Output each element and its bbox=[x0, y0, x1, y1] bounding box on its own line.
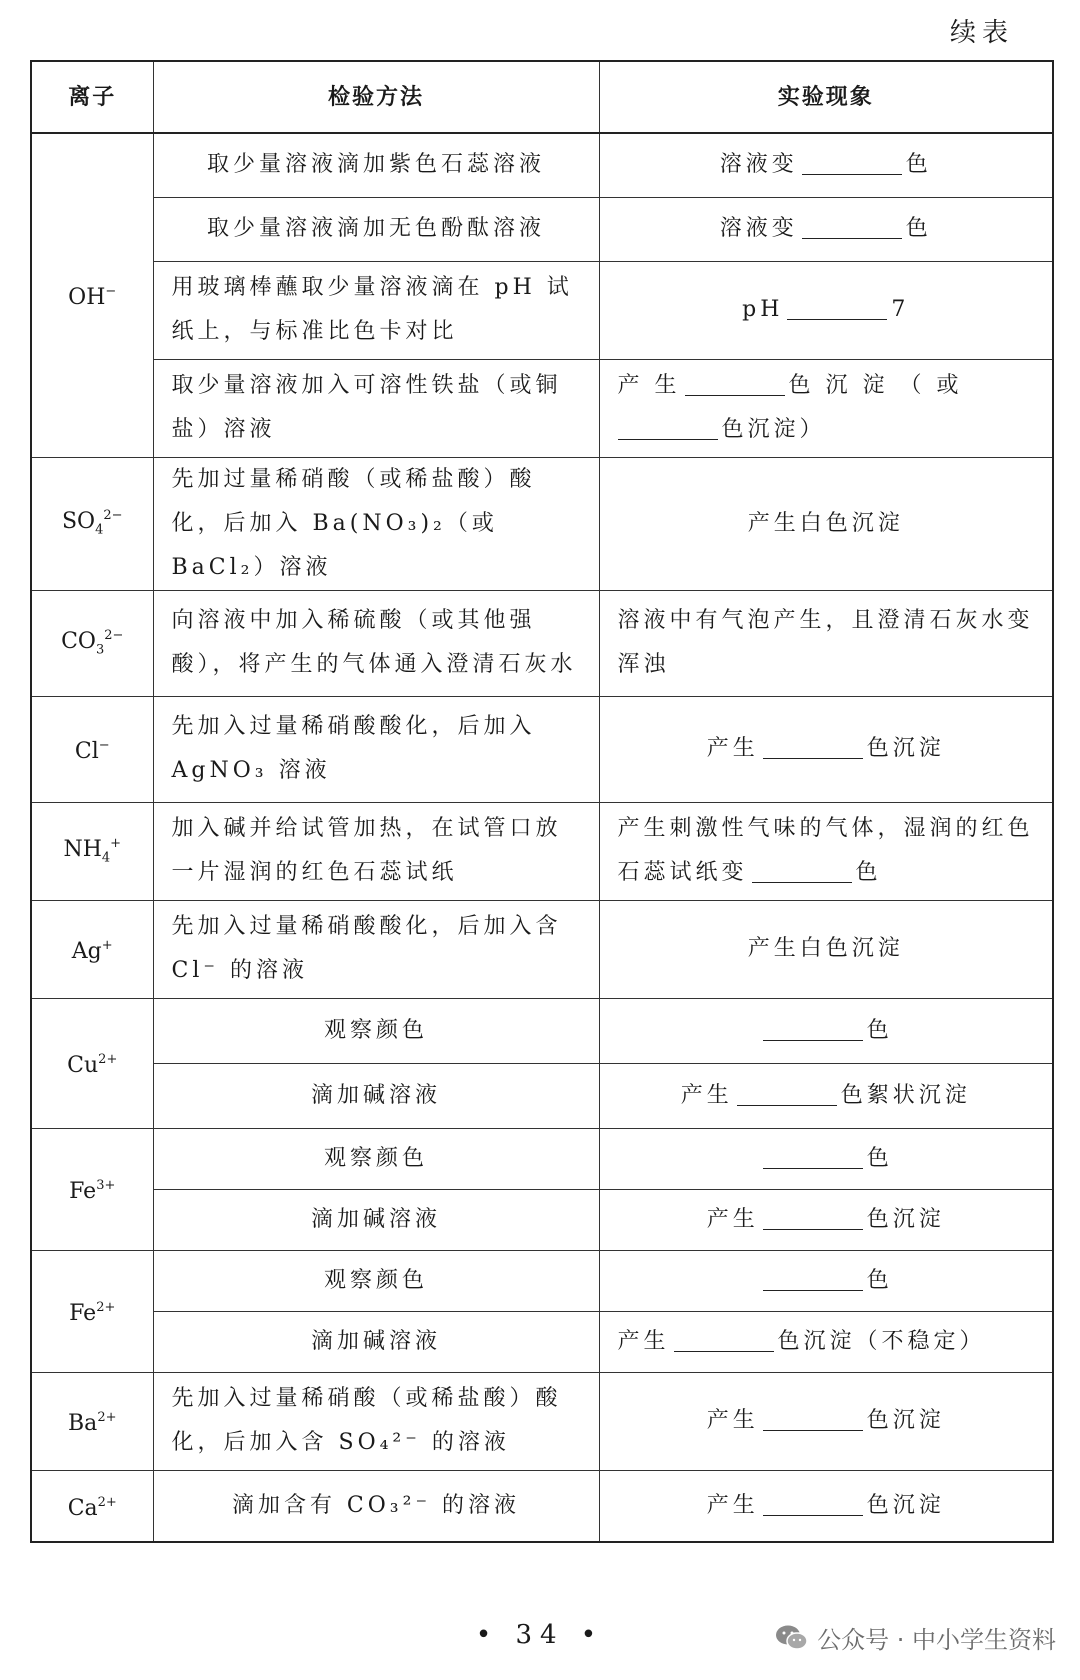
table-row bbox=[31, 802, 1053, 900]
result-cell: 产生刺激性气味的气体，湿润的红色石蕊试纸变 色 bbox=[599, 802, 1053, 900]
ion-oh: OH− bbox=[31, 133, 153, 457]
result-cell: 产生白色沉淀 bbox=[599, 900, 1053, 998]
result-cell: 产生 色沉淀 bbox=[599, 1189, 1053, 1250]
method-cell: 取少量溶液加入可溶性铁盐（或铜盐）溶液 bbox=[153, 359, 599, 457]
answer-blank bbox=[763, 1489, 863, 1516]
answer-blank bbox=[685, 369, 785, 396]
method-cell: 加入碱并给试管加热，在试管口放一片湿润的红色石蕊试纸 bbox=[153, 802, 599, 900]
ion-test-table bbox=[30, 60, 1054, 1543]
table-row bbox=[31, 457, 1053, 590]
table-row bbox=[31, 261, 1053, 359]
wechat-icon bbox=[775, 1624, 809, 1652]
result-cell: 溶液变 色 bbox=[599, 133, 1053, 197]
method-cell: 取少量溶液滴加紫色石蕊溶液 bbox=[153, 133, 599, 197]
method-cell: 滴加碱溶液 bbox=[153, 1063, 599, 1128]
result-cell: 产生 色沉淀 bbox=[599, 696, 1053, 802]
table-row bbox=[31, 1128, 1053, 1189]
method-cell: 观察颜色 bbox=[153, 1250, 599, 1311]
method-cell: 用玻璃棒蘸取少量溶液滴在 pH 试纸上，与标准比色卡对比 bbox=[153, 261, 599, 359]
answer-blank bbox=[618, 413, 718, 440]
answer-blank bbox=[763, 1142, 863, 1169]
table-row bbox=[31, 696, 1053, 802]
table-row bbox=[31, 998, 1053, 1063]
method-cell: 滴加碱溶液 bbox=[153, 1311, 599, 1372]
continued-label: 续表 bbox=[949, 18, 1014, 48]
method-cell: 滴加碱溶液 bbox=[153, 1189, 599, 1250]
table-row bbox=[31, 1189, 1053, 1250]
answer-blank bbox=[737, 1079, 837, 1106]
table-row bbox=[31, 1470, 1053, 1542]
answer-blank bbox=[674, 1325, 774, 1352]
table-row bbox=[31, 1372, 1053, 1470]
result-cell: 色 bbox=[599, 1128, 1053, 1189]
answer-blank bbox=[763, 732, 863, 759]
method-cell: 观察颜色 bbox=[153, 1128, 599, 1189]
result-cell: 溶液中有气泡产生，且澄清石灰水变浑浊 bbox=[599, 590, 1053, 696]
ion-cu: $Cu^{2+}$ bbox=[31, 998, 153, 1128]
answer-blank bbox=[763, 1404, 863, 1431]
ion-ag: Ag+ bbox=[31, 900, 153, 998]
ion-fe3: $Fe^{3+}$ bbox=[31, 1128, 153, 1250]
col-header-ion: 离子 bbox=[31, 61, 153, 133]
ion-ba: $Ba^{2+}$ bbox=[31, 1372, 153, 1470]
result-cell: 产生 色絮状沉淀 bbox=[599, 1063, 1053, 1128]
method-cell: 向溶液中加入稀硫酸（或其他强酸），将产生的气体通入澄清石灰水 bbox=[153, 590, 599, 696]
ion-ca: $Ca^{2+}$ bbox=[31, 1470, 153, 1542]
result-cell: 色 bbox=[599, 998, 1053, 1063]
method-cell: 先加入过量稀硝酸酸化，后加入 AgNO₃ 溶液 bbox=[153, 696, 599, 802]
table-header-row bbox=[31, 61, 1053, 133]
table-row bbox=[31, 197, 1053, 261]
table-row bbox=[31, 1250, 1053, 1311]
answer-blank bbox=[802, 212, 902, 239]
watermark-text: 公众号 · 中小学生资料 bbox=[817, 1626, 1056, 1654]
answer-blank bbox=[763, 1014, 863, 1041]
answer-blank bbox=[802, 148, 902, 175]
result-cell: 产生白色沉淀 bbox=[599, 457, 1053, 590]
answer-blank bbox=[763, 1203, 863, 1230]
result-cell: 色 bbox=[599, 1250, 1053, 1311]
ion-co3: $CO_3^{2-}$ bbox=[31, 590, 153, 696]
watermark bbox=[775, 1620, 1056, 1655]
table-row bbox=[31, 1063, 1053, 1128]
result-cell: 产 生 色 沉 淀 （ 或 色沉淀） bbox=[599, 359, 1053, 457]
answer-blank bbox=[763, 1264, 863, 1291]
table-row bbox=[31, 359, 1053, 457]
method-cell: 取少量溶液滴加无色酚酞溶液 bbox=[153, 197, 599, 261]
table-row bbox=[31, 133, 1053, 197]
result-cell: 溶液变 色 bbox=[599, 197, 1053, 261]
answer-blank bbox=[787, 293, 887, 320]
answer-blank bbox=[752, 856, 852, 883]
ion-so4: $SO_4^{2-}$ bbox=[31, 457, 153, 590]
result-cell: pH 7 bbox=[599, 261, 1053, 359]
result-cell: 产生 色沉淀（不稳定） bbox=[599, 1311, 1053, 1372]
page-number: • 34 • bbox=[475, 1620, 605, 1650]
method-cell: 滴加含有 CO₃²⁻ 的溶液 bbox=[153, 1470, 599, 1542]
method-cell: 先加过量稀硝酸（或稀盐酸）酸化，后加入 Ba(NO₃)₂（或 BaCl₂）溶液 bbox=[153, 457, 599, 590]
ion-nh4: $NH_4^+$ bbox=[31, 802, 153, 900]
table-row bbox=[31, 590, 1053, 696]
result-cell: 产生 色沉淀 bbox=[599, 1470, 1053, 1542]
result-cell: 产生 色沉淀 bbox=[599, 1372, 1053, 1470]
ion-fe2: $Fe^{2+}$ bbox=[31, 1250, 153, 1372]
table-row bbox=[31, 900, 1053, 998]
col-header-method: 检验方法 bbox=[153, 61, 599, 133]
method-cell: 观察颜色 bbox=[153, 998, 599, 1063]
method-cell: 先加入过量稀硝酸（或稀盐酸）酸化，后加入含 SO₄²⁻ 的溶液 bbox=[153, 1372, 599, 1470]
ion-cl: Cl− bbox=[31, 696, 153, 802]
table-row bbox=[31, 1311, 1053, 1372]
method-cell: 先加入过量稀硝酸酸化，后加入含 Cl⁻ 的溶液 bbox=[153, 900, 599, 998]
col-header-result: 实验现象 bbox=[599, 61, 1053, 133]
